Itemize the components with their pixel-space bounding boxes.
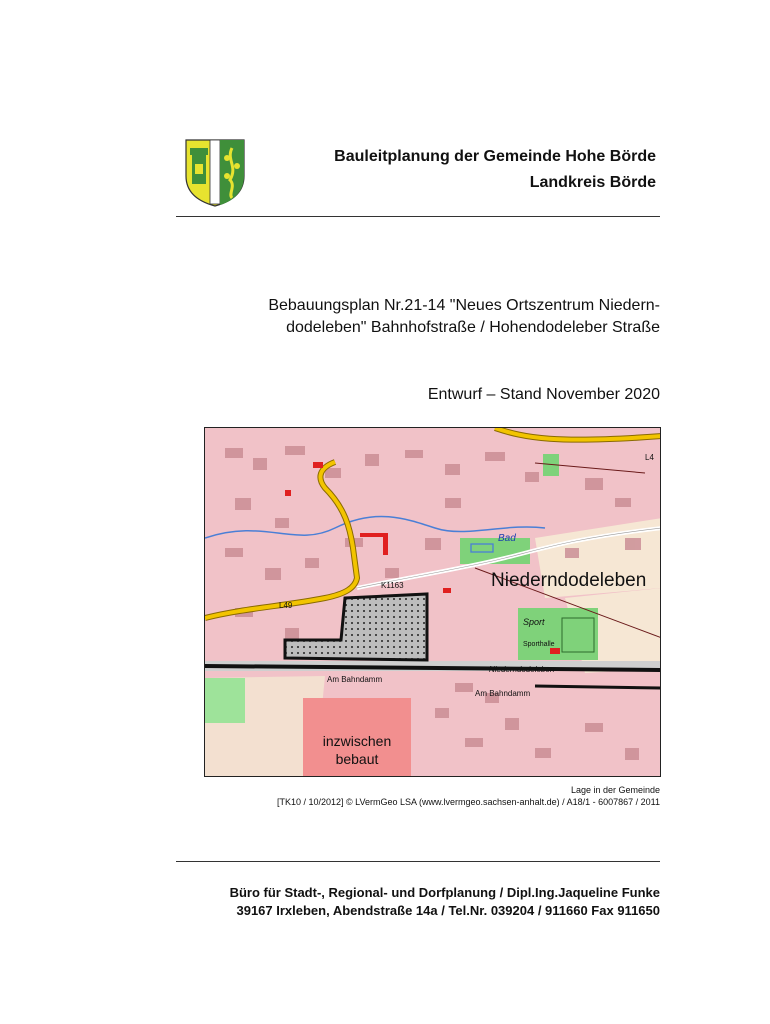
header-district: Landkreis Börde xyxy=(529,174,656,191)
coat-of-arms-logo xyxy=(180,136,250,208)
map-label-k1163: K1163 xyxy=(381,581,404,590)
map-copyright: [TK10 / 10/2012] © LVermGeo LSA (www.lvermgeo.sachsen-anhalt.de) / A18/1 - 6007867 / 2011 xyxy=(276,797,660,807)
built-box-line-2: bebaut xyxy=(335,751,379,767)
location-map xyxy=(204,427,661,777)
plan-title-line-1: Bebauungsplan Nr.21-14 "Neues Ortszentrum Niedern- xyxy=(268,297,660,314)
map-label-l4: L4 xyxy=(645,453,654,462)
map-label-sport: Sport xyxy=(523,617,545,627)
map-town-label: Niederndodeleben xyxy=(491,570,647,591)
map-caption: Lage in der Gemeinde xyxy=(570,785,660,795)
divider-bottom xyxy=(176,861,660,862)
map-label-bad: Bad xyxy=(498,533,516,544)
office-name: Büro für Stadt-, Regional- und Dorfplanung / Dipl.Ing.Jaqueline Funke xyxy=(229,885,660,900)
built-box-line-1: inzwischen xyxy=(322,733,392,749)
map-label-sporthalle: Sporthalle xyxy=(523,641,555,648)
map-label-station: Niederndodeleben xyxy=(489,665,555,674)
map-label-l49: L49 xyxy=(279,601,293,610)
map-label-street-2: Am Bahndamm xyxy=(475,689,531,698)
divider-top xyxy=(176,216,660,217)
map-label-street-1: Am Bahndamm xyxy=(327,675,383,684)
header-municipality: Bauleitplanung der Gemeinde Hohe Börde xyxy=(334,148,656,165)
plan-title-line-2: dodeleben" Bahnhofstraße / Hohendodeleber Straße xyxy=(286,319,660,336)
office-address: 39167 Irxleben, Abendstraße 14a / Tel.Nr. 039204 / 911660 Fax 911650 xyxy=(236,903,660,918)
draft-status: Entwurf – Stand November 2020 xyxy=(427,386,660,403)
